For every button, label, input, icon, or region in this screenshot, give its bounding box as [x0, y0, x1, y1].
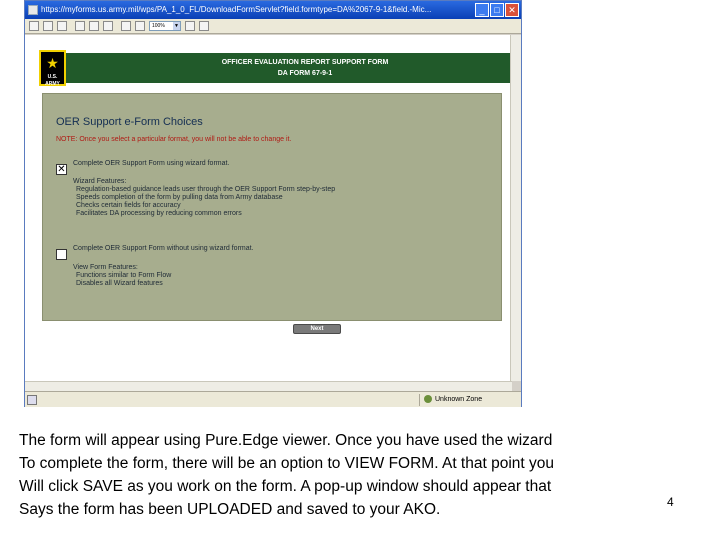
wizard-feature-item: Facilitates DA processing by reducing common errors	[76, 210, 242, 217]
wizard-features-list	[73, 178, 335, 218]
viewer-toolbar	[25, 19, 521, 34]
save-icon[interactable]	[29, 21, 39, 31]
wizard-features-heading: Wizard Features:	[73, 178, 127, 185]
army-star-icon: ★	[46, 55, 59, 71]
caption-line: Will click SAVE as you work on the form. A pop-up window should appear that	[19, 478, 552, 495]
zoom-out-icon[interactable]	[185, 21, 195, 31]
format-note: NOTE: Once you select a particular format, you will not be able to change it.	[56, 136, 292, 143]
browser-title: https://myforms.us.army.mil/wps/PA_1_0_FL/DownloadFormServlet?field.formtype=DA%2067-9-1&field.-Mic...	[41, 5, 432, 14]
paste-icon[interactable]	[103, 21, 113, 31]
browser-page-icon	[28, 5, 38, 15]
banner-title	[160, 57, 450, 79]
form-viewport	[25, 35, 511, 381]
checkmark-icon: ✕	[57, 164, 66, 175]
no-wizard-format-label[interactable]: Complete OER Support Form without using wizard format.	[73, 245, 254, 252]
army-logo	[39, 50, 66, 86]
security-zone-label: Unknown Zone	[435, 396, 483, 403]
browser-title-bar[interactable]	[25, 1, 521, 19]
undo-icon[interactable]	[121, 21, 131, 31]
view-form-feature-item: Disables all Wizard features	[76, 280, 163, 287]
wizard-format-label[interactable]: Complete OER Support Form using wizard format.	[73, 160, 230, 167]
email-icon[interactable]	[57, 21, 67, 31]
zoom-select[interactable]	[149, 21, 181, 31]
wizard-format-checkbox[interactable]	[56, 164, 67, 175]
window-controls	[475, 3, 519, 17]
globe-icon	[424, 395, 432, 403]
browser-window	[24, 0, 522, 407]
status-bar	[25, 391, 521, 407]
form-choices-panel	[42, 93, 502, 321]
print-icon[interactable]	[43, 21, 53, 31]
header-banner	[40, 53, 511, 83]
help-icon[interactable]	[135, 21, 145, 31]
view-form-features-heading: View Form Features:	[73, 264, 138, 271]
banner-title-line2: DA FORM 67-9-1	[277, 70, 333, 77]
banner-title-line1: OFFICER EVALUATION REPORT SUPPORT FORM	[221, 59, 389, 66]
slide-caption	[19, 429, 659, 521]
vertical-scrollbar[interactable]	[510, 35, 521, 381]
page-status-icon	[27, 395, 37, 405]
security-zone	[419, 394, 519, 406]
copy-icon[interactable]	[89, 21, 99, 31]
zoom-in-icon[interactable]	[199, 21, 209, 31]
next-button[interactable]: Next	[293, 324, 341, 334]
wizard-feature-item: Regulation-based guidance leads user through the OER Support Form step-by-step	[76, 186, 336, 193]
panel-title: OER Support e-Form Choices	[56, 116, 203, 128]
caption-line: Says the form has been UPLOADED and saved to your AKO.	[19, 501, 441, 518]
maximize-icon[interactable]: □	[490, 3, 504, 17]
no-wizard-format-checkbox[interactable]	[56, 249, 67, 260]
caption-line: The form will appear using Pure.Edge viewer. Once you have used the wizard	[19, 432, 553, 449]
page-number: 4	[667, 495, 674, 509]
caption-line: To complete the form, there will be an option to VIEW FORM. At that point you	[19, 455, 554, 472]
minimize-icon[interactable]: _	[475, 3, 489, 17]
close-icon[interactable]: ✕	[505, 3, 519, 17]
view-form-feature-item: Functions similar to Form Flow	[76, 272, 172, 279]
zoom-value: 100%	[152, 23, 165, 29]
horizontal-scrollbar[interactable]	[25, 381, 512, 391]
chevron-down-icon[interactable]: ▼	[174, 23, 179, 29]
army-logo-text: U.S. ARMY	[45, 74, 60, 87]
view-form-features-list	[73, 264, 171, 288]
cut-icon[interactable]	[75, 21, 85, 31]
wizard-feature-item: Speeds completion of the form by pulling data from Army database	[76, 194, 283, 201]
wizard-feature-item: Checks certain fields for accuracy	[76, 202, 181, 209]
